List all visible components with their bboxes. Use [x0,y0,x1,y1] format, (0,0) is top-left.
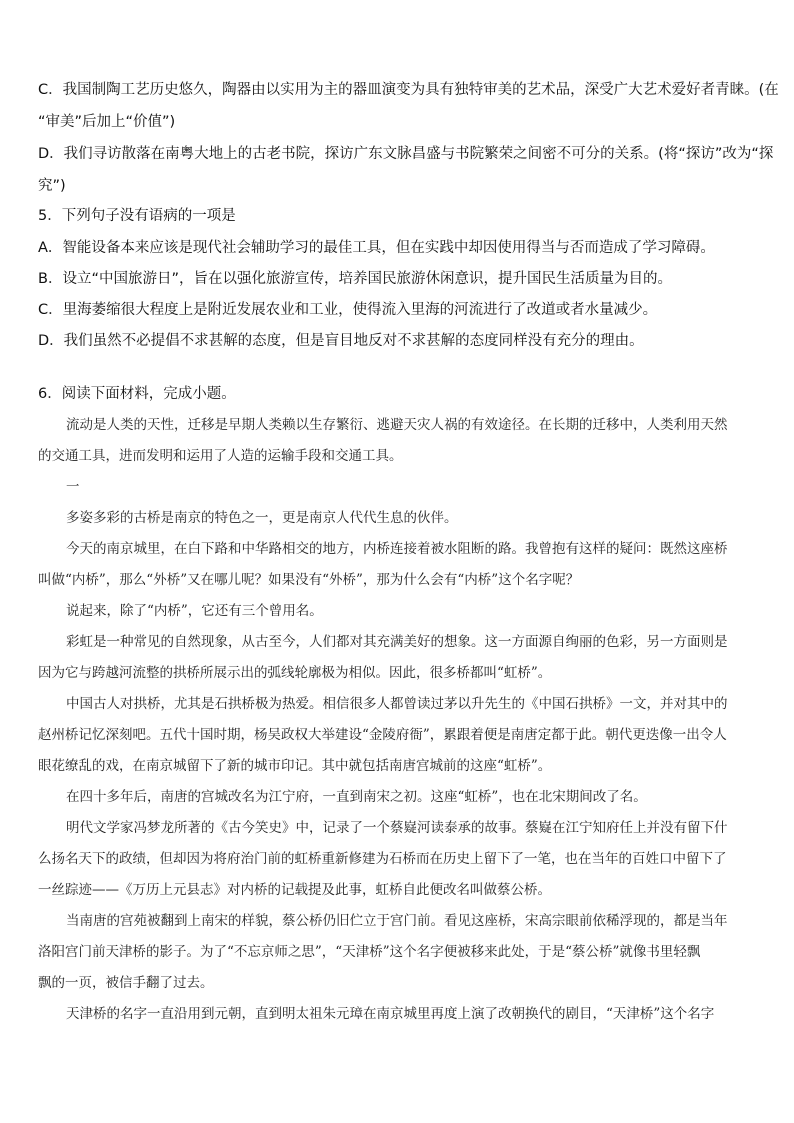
passage-line: 的交通工具，进而发明和运用了人造的运输手段和交通工具。 [38,448,403,464]
q5-option-d: D．我们虽然不必提倡不求甚解的态度，但是盲目地反对不求甚解的态度同样没有充分的理由。 [38,333,644,349]
q4-option-d-line1: D．我们寻访散落在南粤大地上的古老书院，探访广东文脉昌盛与书院繁荣之间密不可分的关系。(将“探访”改为“探 [38,146,774,162]
reading-passage [38,410,762,1030]
passage-line: 在四十多年后，南唐的宫城改名为江宁府，一直到南宋之初。这座“虹桥”，也在北宋期间改了名。 [66,789,647,805]
passage-line: 一丝踪迹——《万历上元县志》对内桥的记载提及此事，虹桥自此便改名叫做蔡公桥。 [38,882,551,898]
q5-option-c: C．里海萎缩很大程度上是附近发展农业和工业，使得流入里海的河流进行了改道或者水量减少。 [38,302,658,318]
passage-line: 中国古人对拱桥，尤其是石拱桥极为热爱。相信很多人都曾读过茅以升先生的《中国石拱桥》一文，并对其中的 [66,696,728,712]
passage-line: 赵州桥记忆深刻吧。五代十国时期，杨吴政权大举建设“金陵府衙”，累跟着便是南唐定都于此。朝代更迭像一出令人 [38,727,727,743]
passage-line: 叫做“内桥”，那么“外桥”又在哪儿呢？如果没有“外桥”，那为什么会有“内桥”这个名字呢？ [38,572,580,588]
q6-stem: 6．阅读下面材料，完成小题。 [38,386,236,402]
passage-line: 当南唐的宫苑被翻到上南宋的样貌，蔡公桥仍旧伫立于宫门前。看见这座桥，宋高宗眼前依稀浮现的，都是当年 [66,913,728,929]
passage-line: 天津桥的名字一直沿用到元朝，直到明太祖朱元璋在南京城里再度上演了改朝换代的剧目，“天津桥”这个名字 [66,1006,715,1022]
passage-line: 说起来，除了“内桥”，它还有三个曾用名。 [66,603,323,619]
q4-option-c-line2: “审美”后加上“价值”) [38,114,176,130]
passage-line: 眼花缭乱的戏，在南京城留下了新的城市印记。其中就包括南唐宫城前的这座“虹桥”。 [38,758,552,774]
q5-option-a: A．智能设备本来应该是现代社会辅助学习的最佳工具，但在实践中却因使用得当与否而造成了学习障碍。 [38,240,715,256]
q4-option-d-line2: 究”) [38,178,66,194]
passage-line: 洛阳宫门前天津桥的影子。为了“不忘京师之思”，“天津桥”这个名字便被移来此处，于是“蔡公桥”就像书里轻飘 [38,944,701,960]
passage-line: 流动是人类的天性，迁移是早期人类赖以生存繁衍、逃避天灾人祸的有效途径。在长期的迁移中，人类利用天然 [66,417,728,433]
q5-stem: 5．下列句子没有语病的一项是 [38,208,236,224]
passage-line: 今天的南京城里，在白下路和中华路相交的地方，内桥连接着被水阻断的路。我曾抱有这样的疑问：既然这座桥 [66,541,728,557]
section-number: 一 [66,479,80,495]
passage-line: 明代文学家冯梦龙所著的《古今笑史》中，记录了一个蔡嶷河读泰承的故事。蔡嶷在江宁知府任上并没有留下什 [66,820,728,836]
passage-line: 么扬名天下的政绩，但却因为将府治门前的虹桥重新修建为石桥而在历史上留下了一笔，也在当年的百姓口中留下了 [38,851,727,867]
passage-line: 多姿多彩的古桥是南京的特色之一，更是南京人代代生息的伙伴。 [66,510,458,526]
passage-line: 彩虹是一种常见的自然现象，从古至今，人们都对其充满美好的想象。这一方面源自绚丽的色彩，另一方面则是 [66,634,728,650]
passage-line: 飘的一页，被信手翻了过去。 [38,975,214,991]
q4-option-c-line1: C．我国制陶工艺历史悠久，陶器由以实用为主的器皿演变为具有独特审美的艺术品，深受广大艺术爱好者青睐。(在 [38,82,779,98]
passage-line: 因为它与跨越河流整的拱桥所展示出的弧线轮廓极为相似。因此，很多桥都叫“虹桥”。 [38,665,552,681]
q5-option-b: B．设立“中国旅游日”，旨在以强化旅游宣传，培养国民旅游休闲意识，提升国民生活质量为目的。 [38,271,672,287]
